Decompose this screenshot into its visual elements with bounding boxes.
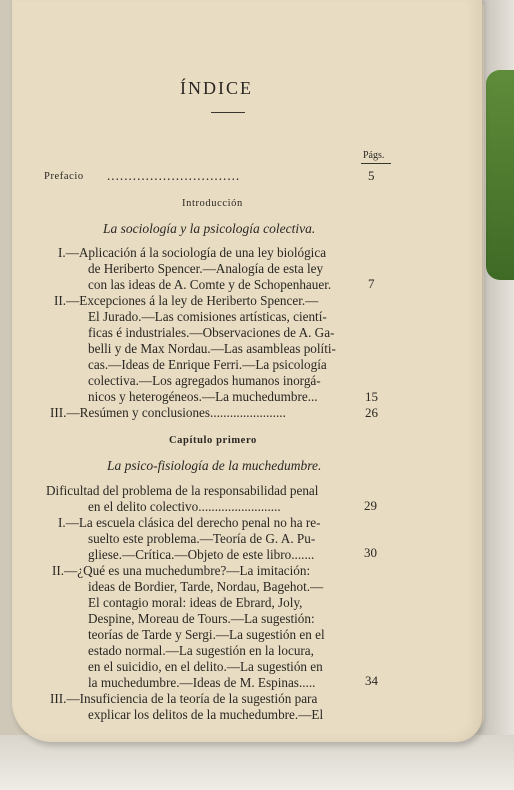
chapter1-line: El contagio moral: ideas de Ebrard, Joly, (88, 595, 303, 610)
intro-line: con las ideas de A. Comte y de Schopenhauer. (88, 277, 332, 292)
page-title: ÍNDICE (180, 78, 253, 98)
chapter1-line: estado normal.—La sugestión en la locura, (88, 643, 314, 658)
intro-line: de Heriberto Spencer.—Analogía de esta ley (88, 261, 324, 276)
chapter1-heading: Capítulo primero (169, 435, 257, 446)
intro-line: colectiva.—Los agregados humanos inorgá- (88, 373, 321, 388)
chapter1-line: Dificultad del problema de la responsabilidad penal (46, 483, 319, 498)
intro-line: cas.—Ideas de Enrique Ferri.—La psicología (88, 357, 327, 372)
chapter1-line: II.—¿Qué es una muchedumbre?—La imitación: (52, 563, 311, 578)
pages-header-rule (361, 163, 391, 164)
title-rule (211, 112, 245, 113)
intro-line: belli y de Max Nordau.—Las asambleas políti- (88, 341, 336, 356)
chapter1-line: teorías de Tarde y Sergi.—La sugestión en el (88, 627, 325, 642)
intro-line: ficas é industriales.—Observaciones de A. Ga- (88, 325, 335, 340)
prefacio-label: Prefacio (44, 171, 84, 182)
chapter1-line: Despine, Moreau de Tours.—La sugestión: (88, 611, 315, 626)
intro-line: II.—Excepciones á la ley de Heriberto Spencer.— (54, 293, 319, 308)
prefacio-page: 5 (368, 168, 375, 183)
chapter1-line: suelto este problema.—Teoría de G. A. Pu- (88, 531, 316, 546)
table-surface (0, 735, 514, 790)
intro-subtitle: La sociología y la psicología colectiva. (103, 221, 316, 236)
chapter1-page: 29 (364, 498, 377, 513)
chapter1-line: I.—La escuela clásica del derecho penal no ha re- (58, 515, 321, 530)
intro-heading: Introducción (182, 198, 243, 209)
plant-leaf (486, 70, 514, 280)
chapter1-line: la muchedumbre.—Ideas de M. Espinas..... (88, 675, 316, 690)
pages-column-header: Págs. (363, 150, 385, 161)
intro-page: 26 (365, 405, 378, 420)
intro-page: 15 (365, 389, 378, 404)
chapter1-line: en el suicidio, en el delito.—La sugestión en (88, 659, 323, 674)
chapter1-line: gliese.—Crítica.—Objeto de este libro....... (88, 547, 315, 562)
chapter1-page: 34 (365, 673, 378, 688)
intro-line: I.—Aplicación á la sociología de una ley biológica (58, 245, 327, 260)
chapter1-page: 30 (364, 545, 377, 560)
chapter1-subtitle: La psico-fisiología de la muchedumbre. (107, 458, 322, 473)
intro-page: 7 (368, 276, 375, 291)
chapter1-line: en el delito colectivo......................... (88, 499, 281, 514)
prefacio-dots: ............................... (107, 168, 241, 183)
intro-line: nicos y heterogéneos.—La muchedumbre... (88, 389, 318, 404)
chapter1-line: III.—Insuficiencia de la teoría de la sugestión para (50, 691, 318, 706)
intro-line: El Jurado.—Las comisiones artísticas, cientí- (88, 309, 327, 324)
chapter1-line: explicar los delitos de la muchedumbre.—El (88, 707, 324, 722)
chapter1-line: ideas de Bordier, Tarde, Nordau, Bagehot.— (88, 579, 324, 594)
intro-line: III.—Resúmen y conclusiones....................... (50, 405, 286, 420)
book-page (12, 0, 482, 742)
